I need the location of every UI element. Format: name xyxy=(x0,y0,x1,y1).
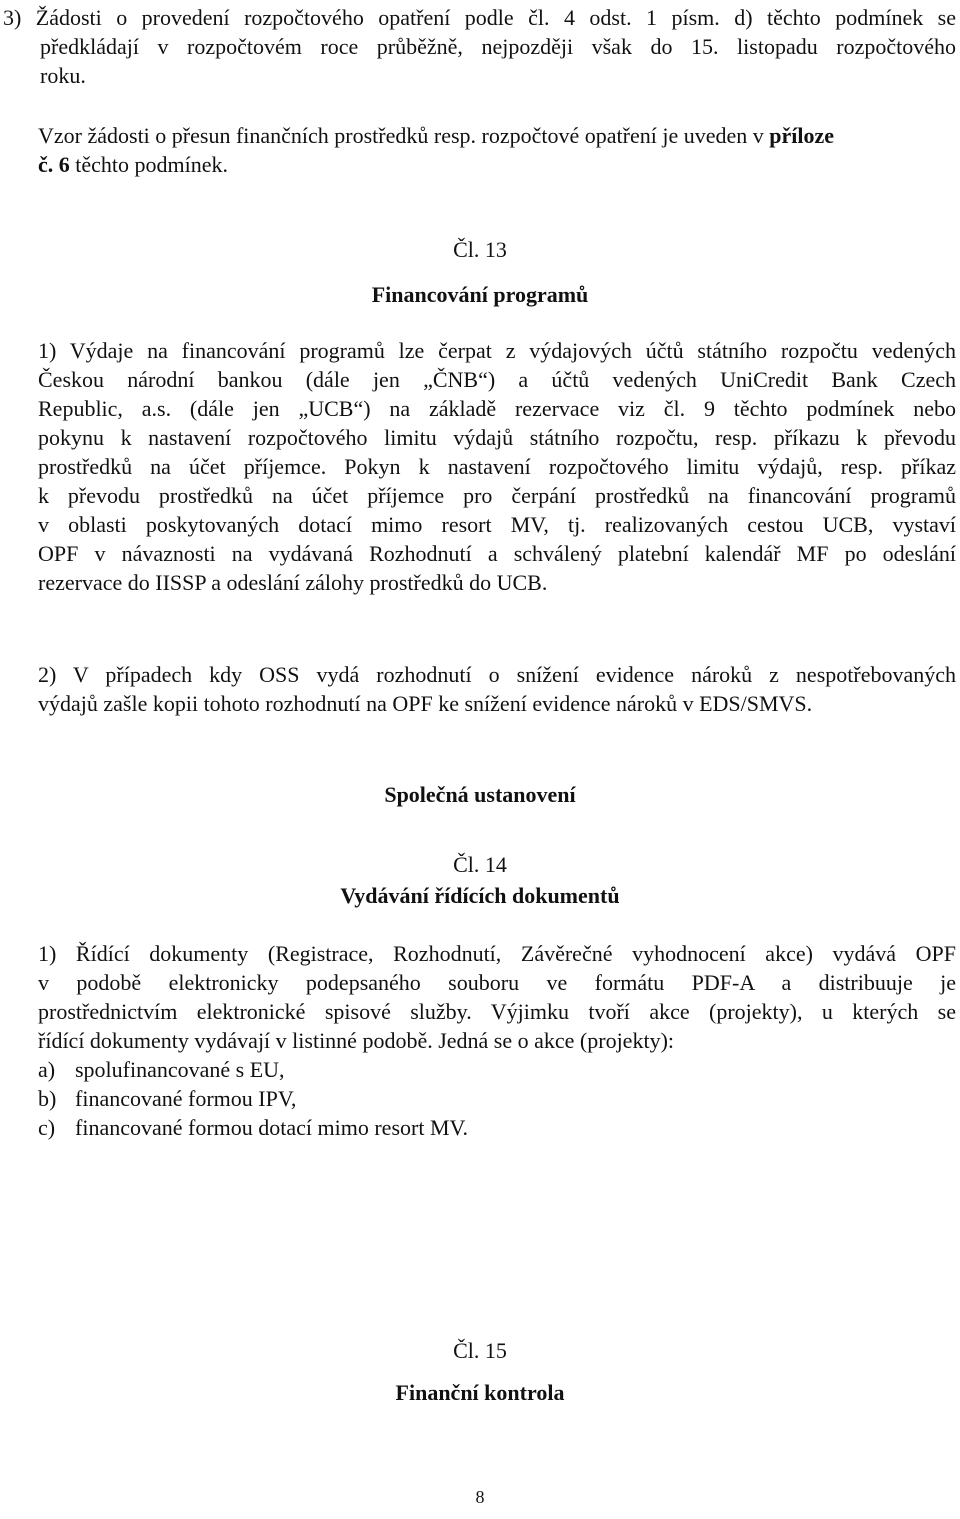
article-14-number: Čl. 14 xyxy=(453,852,507,877)
paragraph-line: 3) Žádosti o provedení rozpočtového opatření podle čl. 4 odst. 1 písm. d) těchto podmínek se xyxy=(3,5,956,30)
paragraph-line: Republic, a.s. (dále jen „UCB“) na základě rezervace viz čl. 9 těchto podmínek nebo xyxy=(38,396,956,421)
article-13-paragraph-1 xyxy=(38,336,956,597)
article-13-number: Čl. 13 xyxy=(453,237,507,262)
paragraph-line: roku. xyxy=(40,63,86,88)
list-text: financované formou IPV, xyxy=(75,1086,297,1111)
paragraph-3 xyxy=(3,3,956,90)
paragraph-line: předkládají v rozpočtovém roce průběžně, nejpozději však do 15. listopadu rozpočtového xyxy=(40,34,956,59)
list-marker: a) xyxy=(38,1057,56,1082)
paragraph-line: k převodu prostředků na účet příjemce pro čerpání prostředků na financování programů xyxy=(38,483,956,508)
article-14-title: Vydávání řídících dokumentů xyxy=(340,883,620,908)
paragraph-line: řídící dokumenty vydávají v listinné podobě. Jedná se o akce (projekty): xyxy=(38,1028,675,1053)
template-text: těchto podmínek. xyxy=(69,152,229,177)
list-marker: b) xyxy=(38,1086,57,1111)
appendix-ref: příloze xyxy=(769,123,835,148)
list-item xyxy=(38,1113,956,1142)
article-14-list xyxy=(38,1055,956,1142)
paragraph-line: OPF v návaznosti na vydávaná Rozhodnutí a schválený platební kalendář MF po odeslání xyxy=(38,541,956,566)
paragraph-line: v podobě elektronicky podepsaného souboru ve formátu PDF-A a distribuuje je xyxy=(38,970,956,995)
paragraph-line: 1) Výdaje na financování programů lze čerpat z výdajových účtů státního rozpočtu vedených xyxy=(38,338,956,363)
paragraph-line: v oblasti poskytovaných dotací mimo resort MV, tj. realizovaných cestou UCB, vystaví xyxy=(38,512,956,537)
list-text: financované formou dotací mimo resort MV. xyxy=(75,1115,469,1140)
list-text: spolufinancované s EU, xyxy=(75,1057,285,1082)
article-13-title: Financování programů xyxy=(371,282,589,307)
page-number: 8 xyxy=(475,1487,485,1507)
paragraph-line: rezervace do IISSP a odeslání zálohy prostředků do UCB. xyxy=(38,570,548,595)
template-text: Vzor žádosti o přesun finančních prostředků resp. rozpočtové opatření je uveden v xyxy=(38,123,770,148)
paragraph-line: pokynu k nastavení rozpočtového limitu výdajů státního rozpočtu, resp. příkazu k převodu xyxy=(38,425,956,450)
article-15-title: Finanční kontrola xyxy=(395,1380,565,1405)
list-marker: c) xyxy=(38,1115,56,1140)
paragraph-line: prostřednictvím elektronické spisové služby. Výjimku tvoří akce (projekty), u kterých se xyxy=(38,999,956,1024)
list-item xyxy=(38,1084,956,1113)
article-13-paragraph-2 xyxy=(38,660,956,718)
article-14-paragraph-1 xyxy=(38,939,956,1055)
common-provisions-heading: Společná ustanovení xyxy=(384,782,576,807)
paragraph-line: výdajů zašle kopii tohoto rozhodnutí na OPF ke snížení evidence nároků v EDS/SMVS. xyxy=(38,691,813,716)
paragraph-line: Českou národní bankou (dále jen „ČNB“) a účtů vedených UniCredit Bank Czech xyxy=(38,367,956,392)
article-15-number: Čl. 15 xyxy=(453,1338,507,1363)
template-reference xyxy=(38,121,956,179)
list-item xyxy=(38,1055,956,1084)
paragraph-line: 1) Řídící dokumenty (Registrace, Rozhodnutí, Závěrečné vyhodnocení akce) vydává OPF xyxy=(38,941,956,966)
appendix-number: č. 6 xyxy=(38,152,70,177)
paragraph-line: 2) V případech kdy OSS vydá rozhodnutí o snížení evidence nároků z nespotřebovaných xyxy=(38,662,956,687)
paragraph-line: prostředků na účet příjemce. Pokyn k nastavení rozpočtového limitu výdajů, resp. příkaz xyxy=(38,454,956,479)
